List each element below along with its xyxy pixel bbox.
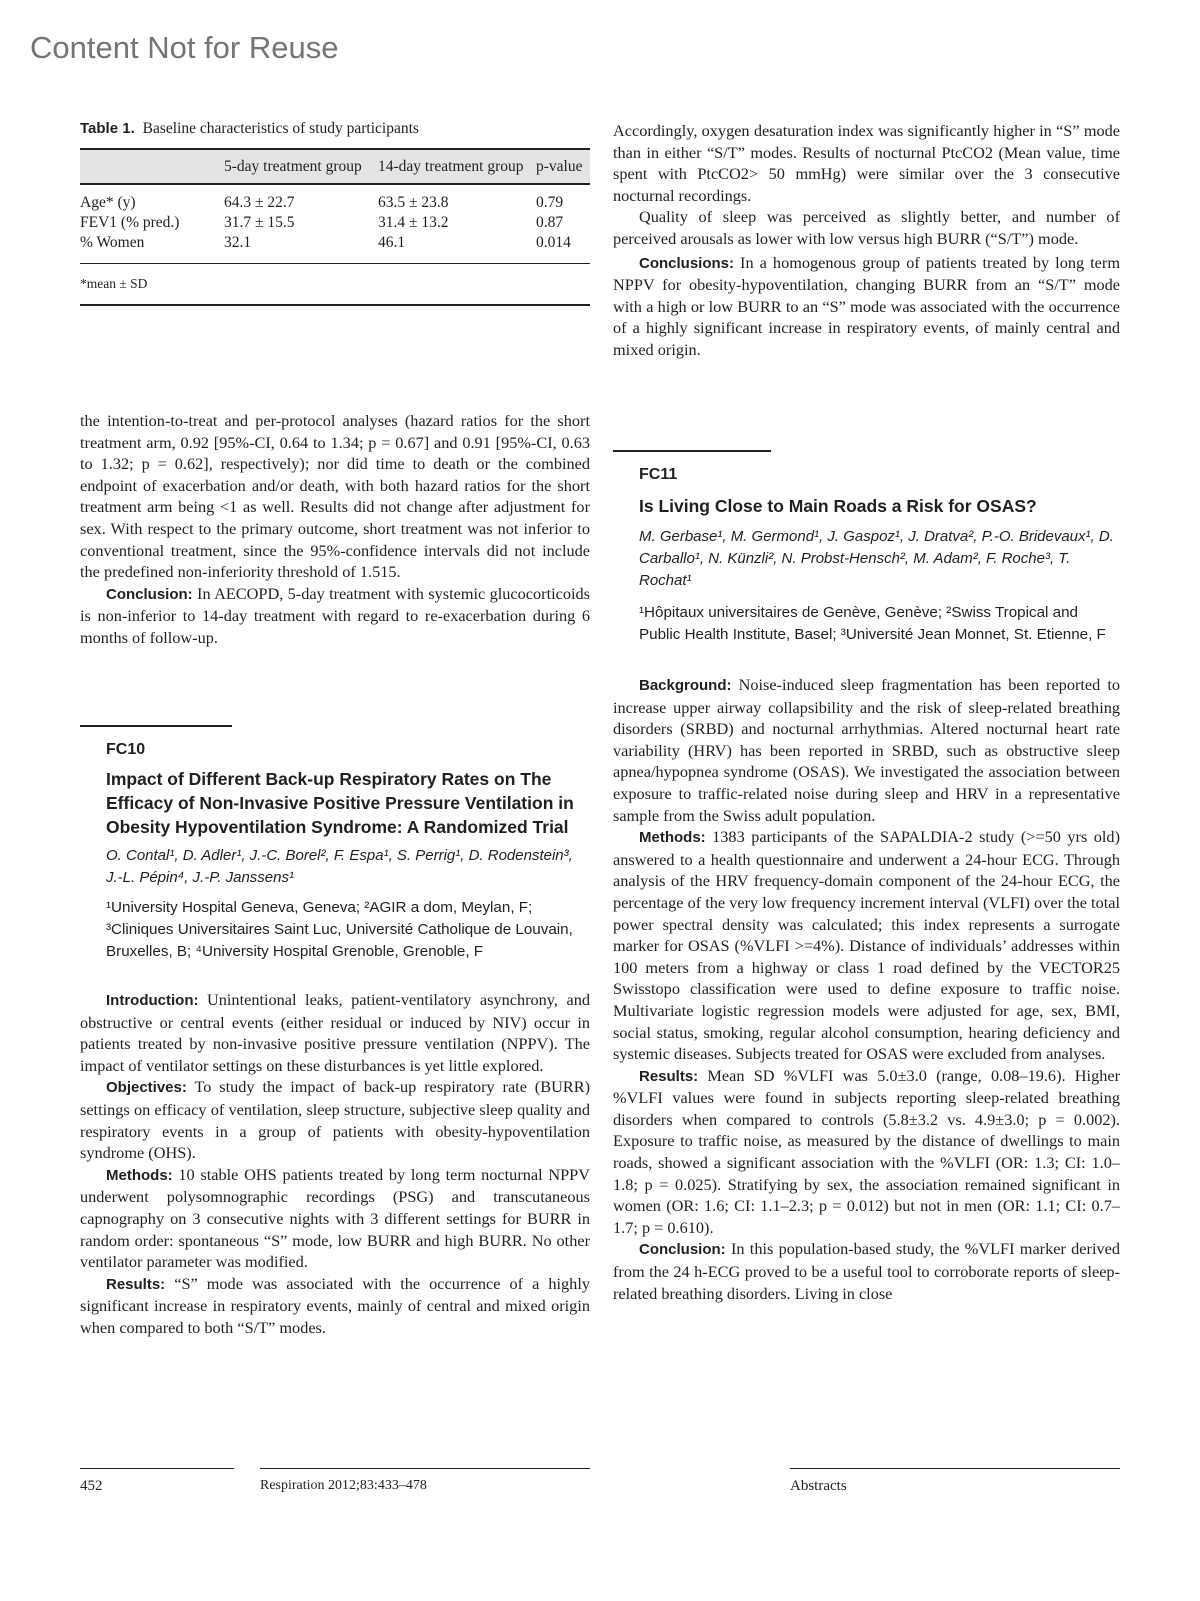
body-paragraph bbox=[80, 989, 590, 1076]
table-header bbox=[80, 149, 224, 184]
paragraph-text: In AECOPD, 5-day treatment with systemic glucocorticoids is non-inferior to 14-day treatment with regard to re-exacerbation during 6 months of follow-up. bbox=[80, 583, 590, 647]
body-paragraph bbox=[80, 1273, 590, 1339]
paragraph-text: Unintentional leaks, patient-ventilatory asynchrony, and obstructive or central events (either residual or induced by NIV) occur in patients treated by non-invasive positive pressure ventilation (NPPV). The impact of ventilator settings on these disturbances is yet little explored. bbox=[80, 990, 590, 1075]
body-paragraph bbox=[613, 1065, 1120, 1239]
watermark: Content Not for Reuse bbox=[30, 30, 339, 65]
abstract-title: Impact of Different Back-up Respiratory Rates on The Efficacy of Non-Invasive Positive Pressure Ventilation in Obesity Hypoventilation Syndrome: A Randomized Trial bbox=[106, 769, 574, 837]
paragraph-text: Noise-induced sleep fragmentation has been reported to increase upper airway collapsibility and the risk of sleep-related breathing disorders (SRBD) and nocturnal arrhythmias. Altered nocturnal heart rate variability (HRV) has been reported in SRBD, such as obstructive sleep apnea/hypopnea syndrome (OSAS). We investigated the association between exposure to traffic-related noise during sleep and HRV in a representative sample from the Swiss adult population. bbox=[613, 675, 1120, 825]
table-cell: 0.79 bbox=[536, 194, 564, 211]
abstract-title: Is Living Close to Main Roads a Risk for OSAS? bbox=[639, 496, 1037, 516]
body-paragraph bbox=[80, 1164, 590, 1273]
section-label: Background: bbox=[639, 677, 732, 694]
section-label: Results: bbox=[106, 1275, 166, 1293]
table-cell: 63.5 ± 23.8 bbox=[378, 194, 449, 211]
paragraph-text: 10 stable OHS patients treated by long term nocturnal NPPV underwent polysomnographic recordings (PSG) and transcutaneous capnography on 3 consecutive nights with 3 different settings for BURR in random order: spontaneous “S” mode, low BURR and high BURR. No other ventilator parameter was modified. bbox=[80, 1164, 590, 1272]
table-header: p-value bbox=[536, 158, 583, 175]
section-label: Conclusions: bbox=[639, 254, 735, 272]
footer-rule bbox=[80, 1468, 234, 1469]
abstract-fc11 bbox=[613, 450, 1120, 1304]
paragraph-text: “S” mode was associated with the occurrence of a highly significant increase in respiratory events, mainly of central and mixed origin when compared to both “S/T” modes. bbox=[80, 1273, 590, 1337]
table-caption-text: Baseline characteristics of study participants bbox=[142, 120, 419, 137]
author-list: M. Gerbase¹, M. Germond¹, J. Gaspoz¹, J. Dratva², P.-O. Bridevaux¹, D. Carballo¹, N. Künzli², N. Probst-Hensch², M. Adam², F. Roche³, T. Rochat¹ bbox=[639, 528, 1114, 589]
section-name: Abstracts bbox=[790, 1478, 847, 1494]
section-label: Introduction: bbox=[106, 992, 199, 1009]
previous-abstract-continuation bbox=[80, 410, 590, 649]
body-paragraph bbox=[613, 1238, 1120, 1304]
body-paragraph: Quality of sleep was perceived as slightly better, and number of perceived arousals as lower with low versus high BURR (“S/T”) mode. bbox=[613, 207, 1120, 248]
table-caption bbox=[80, 120, 590, 138]
body-paragraph: Accordingly, oxygen desaturation index was significantly higher in “S” mode than in either “S/T” modes. Results of nocturnal PtcCO2 (Mean value, time spent with PtcCO2> 50 mmHg) were similar over the 3 consecutive nocturnal recordings. bbox=[613, 121, 1120, 205]
page-number: 452 bbox=[80, 1478, 103, 1494]
section-label: Methods: bbox=[639, 829, 706, 847]
journal-citation: Respiration 2012;83:433–478 bbox=[260, 1478, 427, 1493]
body-paragraph bbox=[80, 583, 590, 649]
paragraph-text: 1383 participants of the SAPALDIA-2 study (>=50 yrs old) answered to a health questionnaire and underwent a 24-hour ECG. Through analysis of the HRV frequency-domain component of the 24-hour ECG, the percentage of the very low frequency increment interval (VLFI) over the total power spectral density was calculated; this index represents a surrogate marker for OSAS (%VLFI >=4%). Distance of individuals’ addresses within 100 meters from a highway or class 1 road defined by the VECTOR25 Swisstopo classification were used to define exposure to traffic noise. Multivariate logistic regression models were adjusted for age, sex, BMI, social status, smoking, regular alcohol consumption, hearing deficiency and systemic diseases. Subjects treated for OSAS were excluded from analyses. bbox=[613, 827, 1120, 1064]
section-divider bbox=[80, 725, 232, 727]
table-cell: Age* (y) bbox=[80, 194, 136, 211]
section-divider bbox=[613, 450, 771, 452]
table-cell: % Women bbox=[80, 234, 145, 251]
body-paragraph bbox=[613, 674, 1120, 826]
body-paragraph bbox=[613, 826, 1120, 1065]
table-cell: 64.3 ± 22.7 bbox=[224, 194, 295, 211]
table-footnote: *mean ± SD bbox=[80, 264, 590, 306]
table-cell: 46.1 bbox=[378, 234, 406, 251]
table-cell: 31.4 ± 13.2 bbox=[378, 214, 449, 231]
section-label: Conclusion: bbox=[106, 585, 193, 603]
abstract-code: FC11 bbox=[639, 466, 678, 483]
table-cell: 31.7 ± 15.5 bbox=[224, 214, 295, 231]
section-label: Conclusion: bbox=[639, 1241, 726, 1259]
table-1 bbox=[80, 120, 590, 306]
table-header: 14-day treatment group bbox=[378, 158, 524, 175]
section-label: Objectives: bbox=[106, 1079, 187, 1097]
table-row bbox=[80, 213, 590, 233]
footer-rule bbox=[260, 1468, 590, 1469]
paragraph-text: In a homogenous group of patients treated by long term NPPV for obesity-hypoventilation, changing BURR from an “S/T” mode with a high or low BURR to an “S” mode was associated with the occurrence of a highly significant increase in respiratory events, of mainly central and mixed origin. bbox=[613, 252, 1120, 359]
body-paragraph bbox=[80, 1076, 590, 1163]
paragraph-text: Mean SD %VLFI was 5.0±3.0 (range, 0.08–19.6). Higher %VLFI values were found in subjects reporting sleep-related breathing disorders when compared to controls (5.8±3.2 vs. 4.9±3.0; p = 0.002). Exposure to traffic noise, as measured by the distance of dwellings to main roads, showed a significant association with the %VLFI (OR: 1.3; CI: 1.0–1.8; p = 0.025). Stratifying by sex, the association remained significant in women (OR: 1.6; CI: 1.1–2.3; p = 0.012) but not in men (OR: 1.1; CI: 0.7–1.7; p = 0.610). bbox=[613, 1065, 1120, 1237]
table-cell: FEV1 (% pred.) bbox=[80, 214, 180, 231]
table-row bbox=[80, 233, 590, 264]
paragraph-text: In this population-based study, the %VLFI marker derived from the 24 h-ECG proved to be a useful tool to corroborate reports of sleep-related breathing disorders. Living in close bbox=[613, 1239, 1120, 1303]
table-header: 5-day treatment group bbox=[224, 158, 362, 175]
baseline-table bbox=[80, 148, 590, 306]
paragraph-text: To study the impact of back-up respiratory rate (BURR) settings on efficacy of ventilation, sleep structure, subjective sleep quality and respiratory events in a group of patients with obesity-hypoventilation syndrome (OHS). bbox=[80, 1077, 590, 1163]
table-label: Table 1. bbox=[80, 120, 135, 137]
section-label: Results: bbox=[639, 1067, 699, 1085]
affiliations: ¹Hôpitaux universitaires de Genève, Genève; ²Swiss Tropical and Public Health Institute, Basel; ³Université Jean Monnet, St. Etienne, F bbox=[639, 604, 1106, 643]
footer-rule bbox=[790, 1468, 1120, 1469]
body-paragraph bbox=[613, 252, 1120, 361]
fc10-continuation bbox=[613, 120, 1120, 361]
abstract-fc10 bbox=[80, 725, 590, 1339]
table-row bbox=[80, 184, 590, 213]
table-cell: 32.1 bbox=[224, 234, 252, 251]
body-paragraph: the intention-to-treat and per-protocol analyses (hazard ratios for the short treatment arm, 0.92 [95%-CI, 0.64 to 1.34; p = 0.67] and 0.91 [95%-CI, 0.63 to 1.32; p = 0.62], respectively); nor did time to death or the combined endpoint of exacerbation and/or death, with both hazard ratios for the short treatment arm being <1 as well. Results did not change after adjustment for sex. With respect to the primary outcome, short treatment was not inferior to conventional treatment, since the 95%-confidence intervals did not include the predefined non-inferiority threshold of 1.515. bbox=[80, 411, 590, 582]
affiliations: ¹University Hospital Geneva, Geneva; ²AGIR a dom, Meylan, F; ³Cliniques Universitaires Saint Luc, Université Catholique de Louvain, Bruxelles, B; ⁴University Hospital Grenoble, Grenoble, F bbox=[106, 899, 573, 960]
table-cell: 0.014 bbox=[536, 234, 571, 251]
abstract-code: FC10 bbox=[106, 741, 146, 758]
author-list: O. Contal¹, D. Adler¹, J.-C. Borel², F. Espa¹, S. Perrig¹, D. Rodenstein³, J.-L. Pépin⁴, J.-P. Janssens¹ bbox=[106, 847, 573, 886]
section-label: Methods: bbox=[106, 1166, 173, 1184]
table-cell: 0.87 bbox=[536, 214, 564, 231]
